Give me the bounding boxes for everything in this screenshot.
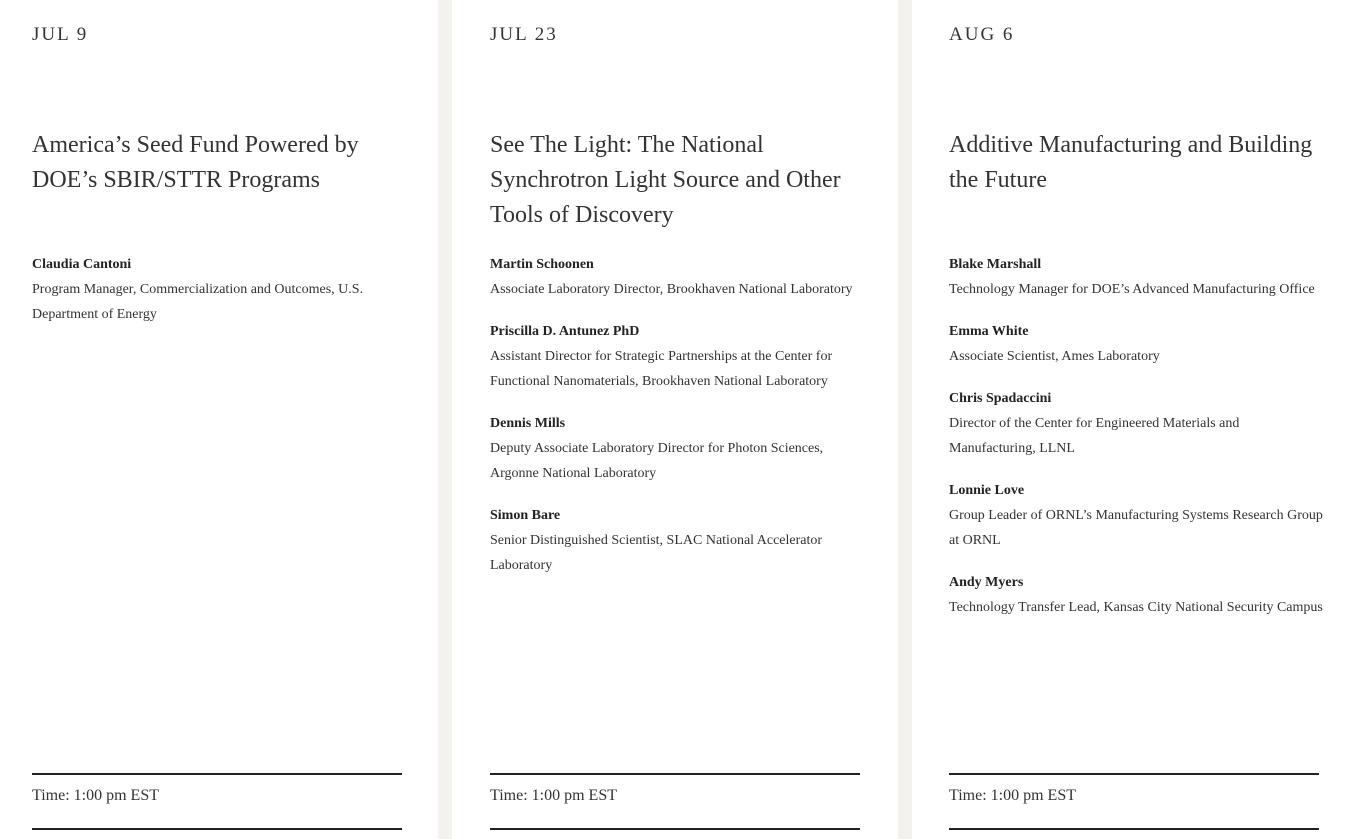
speaker-list bbox=[949, 256, 1329, 641]
speaker-role: Technology Transfer Lead, Kansas City National Security Campus bbox=[949, 600, 1323, 615]
speaker bbox=[490, 507, 870, 578]
event-title[interactable]: Additive Manufacturing and Building the Future bbox=[949, 132, 1313, 193]
speaker bbox=[490, 256, 870, 302]
speaker-name: Chris Spadaccini bbox=[949, 391, 1052, 406]
event-date: AUG 6 bbox=[949, 24, 1015, 45]
event-title[interactable]: America’s Seed Fund Powered by DOE’s SBIR/STTR Programs bbox=[32, 132, 359, 193]
event-date: JUL 23 bbox=[490, 24, 558, 45]
speaker-role: Assistant Director for Strategic Partnerships at the Center for Functional Nanomaterials, Brookhaven National Laboratory bbox=[490, 349, 833, 389]
event-time: Time: 1:00 pm EST bbox=[32, 787, 159, 804]
speaker-role: Senior Distinguished Scientist, SLAC National Accelerator Laboratory bbox=[490, 533, 823, 573]
speaker-name: Lonnie Love bbox=[949, 483, 1025, 498]
speaker bbox=[949, 323, 1329, 369]
speaker-list bbox=[32, 256, 412, 348]
event-time: Time: 1:00 pm EST bbox=[949, 787, 1076, 804]
speaker-role: Associate Scientist, Ames Laboratory bbox=[949, 349, 1160, 364]
speaker-list bbox=[490, 256, 870, 599]
event-card[interactable] bbox=[912, 0, 1350, 839]
speaker-role: Director of the Center for Engineered Materials and Manufacturing, LLNL bbox=[949, 416, 1240, 456]
speaker-name: Simon Bare bbox=[490, 508, 561, 523]
speaker-name: Martin Schoonen bbox=[490, 257, 594, 272]
speaker bbox=[949, 390, 1329, 461]
speaker-role: Program Manager, Commercialization and Outcomes, U.S. Department of Energy bbox=[32, 282, 364, 322]
speaker-name: Priscilla D. Antunez PhD bbox=[490, 324, 640, 339]
speaker-role: Deputy Associate Laboratory Director for Photon Sciences, Argonne National Laboratory bbox=[490, 441, 824, 481]
speaker bbox=[949, 256, 1329, 302]
speaker-role: Technology Manager for DOE’s Advanced Manufacturing Office bbox=[949, 282, 1315, 297]
event-footer bbox=[949, 773, 1319, 830]
event-card[interactable] bbox=[0, 0, 438, 839]
event-footer bbox=[490, 773, 860, 830]
speaker-role: Group Leader of ORNL’s Manufacturing Systems Research Group at ORNL bbox=[949, 508, 1323, 548]
speaker-name: Blake Marshall bbox=[949, 257, 1042, 272]
speaker bbox=[490, 323, 870, 394]
speaker-name: Claudia Cantoni bbox=[32, 257, 132, 272]
speaker-name: Andy Myers bbox=[949, 575, 1024, 590]
event-footer bbox=[32, 773, 402, 830]
speaker bbox=[32, 256, 412, 327]
speaker bbox=[949, 574, 1329, 620]
event-card[interactable] bbox=[452, 0, 898, 839]
event-title[interactable]: See The Light: The National Synchrotron Light Source and Other Tools of Discovery bbox=[490, 132, 841, 228]
speaker bbox=[490, 415, 870, 486]
speaker bbox=[949, 482, 1329, 553]
event-time: Time: 1:00 pm EST bbox=[490, 787, 617, 804]
speaker-role: Associate Laboratory Director, Brookhaven National Laboratory bbox=[490, 282, 853, 297]
speaker-name: Emma White bbox=[949, 324, 1029, 339]
speaker-name: Dennis Mills bbox=[490, 416, 566, 431]
event-date: JUL 9 bbox=[32, 24, 89, 45]
